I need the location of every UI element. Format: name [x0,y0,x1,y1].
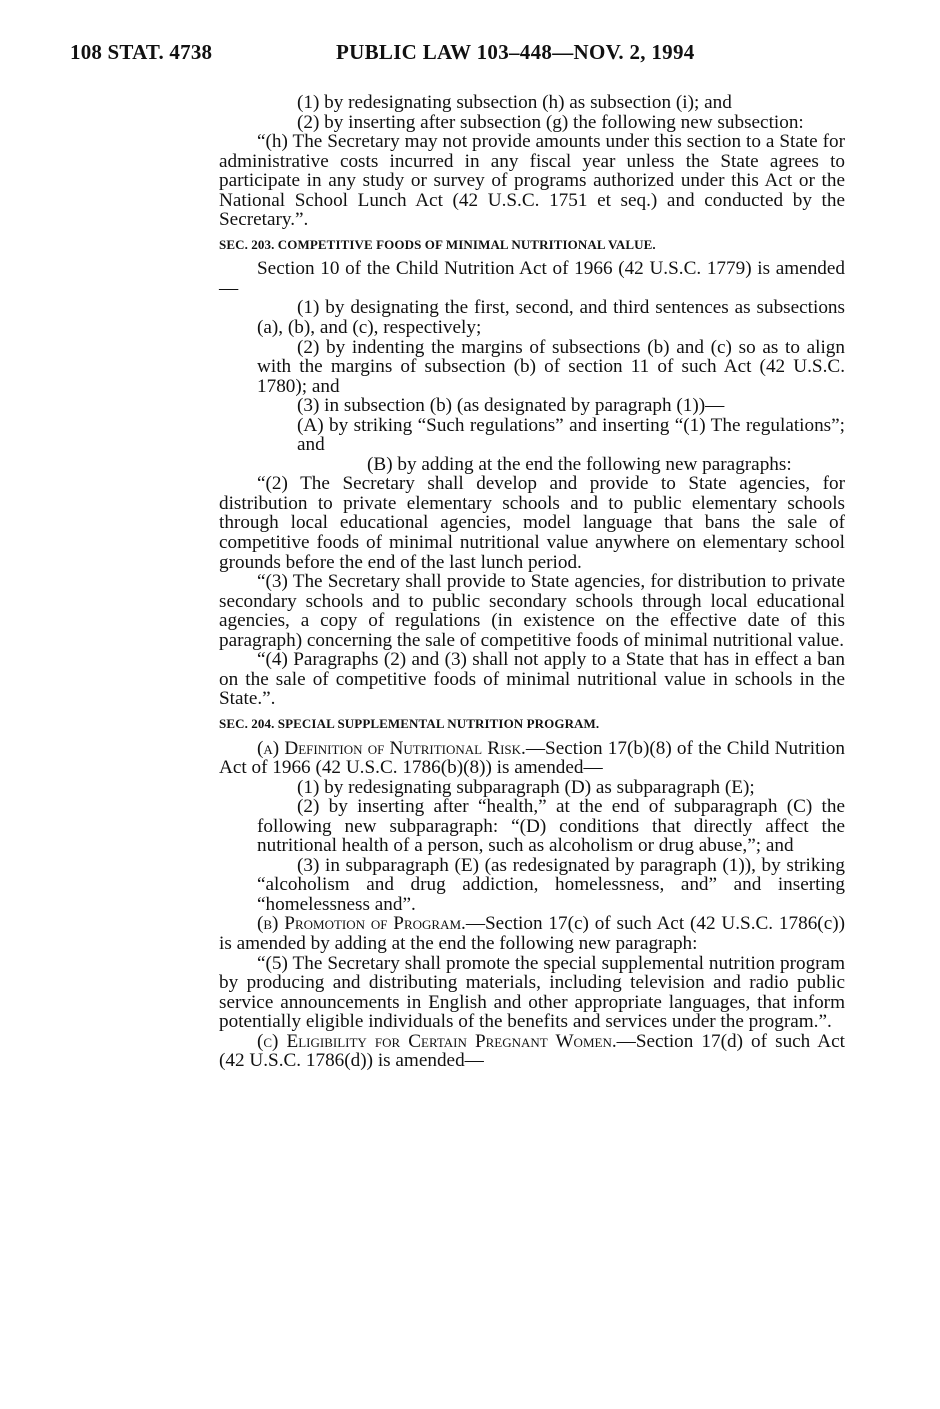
paragraph: (2) by inserting after subsection (g) the following new subsection: [297,111,804,133]
subsection-heading: (a) Definition of Nutritional Risk. [257,737,526,759]
page-header [70,40,870,70]
subsection-heading: (c) Eligibility for Certain Pregnant Women. [257,1030,617,1052]
paragraph: “(5) The Secretary shall promote the special supplemental nutrition program by producing and distributing materials, including television and radio public service announcements in English and other appropriate languages, that inform potentially eligible individuals of the benefits and services under the program.”. [219,952,845,1033]
paragraph [219,1032,845,1071]
public-law-title: PUBLIC LAW 103–448—NOV. 2, 1994 [336,40,695,64]
paragraph: (2) by indenting the margins of subsections (b) and (c) so as to align with the margins of subsection (b) of section 11 of such Act (42 U.S.C. 1780); and [257,336,845,397]
subsection-heading: (b) Promotion of Program. [257,913,466,935]
paragraph: (1) by redesignating subparagraph (D) as subparagraph (E); [297,776,755,798]
paragraph: (3) in subsection (b) (as designated by paragraph (1))— [297,395,725,417]
paragraph: “(2) The Secretary shall develop and provide to State agencies, for distribution to private elementary schools and to public elementary schools through local educational agencies, model language that bans the sale of competitive foods of minimal nutritional value anywhere on elementary school grounds before the end of the last lunch period. [219,473,845,573]
section-heading: SEC. 204. SPECIAL SUPPLEMENTAL NUTRITION PROGRAM. [219,715,600,731]
paragraph: (2) by inserting after “health,” at the end of subparagraph (C) the following new subparagraph: “(D) conditions that directly affect the nutritional health of a person, such as alcoholism or drug abuse,”; and [257,796,845,857]
paragraph: “(3) The Secretary shall provide to State agencies, for distribution to private secondary schools and to public secondary schools through local educational agencies, a copy of regulations (in existence on the effective date of this paragraph) concerning the sale of competitive foods of minimal nutritional value. [219,571,845,651]
paragraph-text: —Section 17(b)(8) of the Child Nutrition Act of 1966 (42 U.S.C. 1786(b)(8)) is amended— [219,737,845,779]
paragraph: (B) by adding at the end the following new paragraphs: [367,453,792,475]
paragraph [219,739,845,778]
paragraph: (A) by striking “Such regulations” and inserting “(1) The regulations”; and [297,414,845,456]
paragraph [219,914,845,953]
paragraph: “(h) The Secretary may not provide amounts under this section to a State for administrative costs incurred in any fiscal year unless the State agrees to participate in any study or survey of programs authorized under this Act or the National School Lunch Act (42 U.S.C. 1751 et seq.) and conducted by the Secretary.”. [219,131,845,231]
paragraph: Section 10 of the Child Nutrition Act of 1966 (42 U.S.C. 1779) is amended— [219,258,845,299]
statute-page-number: 108 STAT. 4738 [70,40,213,64]
paragraph: (3) in subparagraph (E) (as redesignated by paragraph (1)), by striking “alcoholism and drug addiction, homelessness, and” and inserting “homelessness and”. [257,854,845,915]
paragraph: (1) by designating the first, second, and third sentences as subsections (a), (b), and (c), respectively; [257,297,845,339]
section-heading: SEC. 203. COMPETITIVE FOODS OF MINIMAL NUTRITIONAL VALUE. [219,236,656,252]
body-text [219,93,845,1071]
paragraph: “(4) Paragraphs (2) and (3) shall not apply to a State that has in effect a ban on the sale of competitive foods of minimal nutritional value in schools in the State.”. [219,649,845,710]
paragraph-text: —Section 17(c) of such Act (42 U.S.C. 1786(c)) is amended by adding at the end the following new paragraph: [219,913,845,954]
paragraph: (1) by redesignating subsection (h) as subsection (i); and [297,92,732,113]
paragraph-text: —Section 17(d) of such Act (42 U.S.C. 1786(d)) is amended— [219,1030,845,1072]
